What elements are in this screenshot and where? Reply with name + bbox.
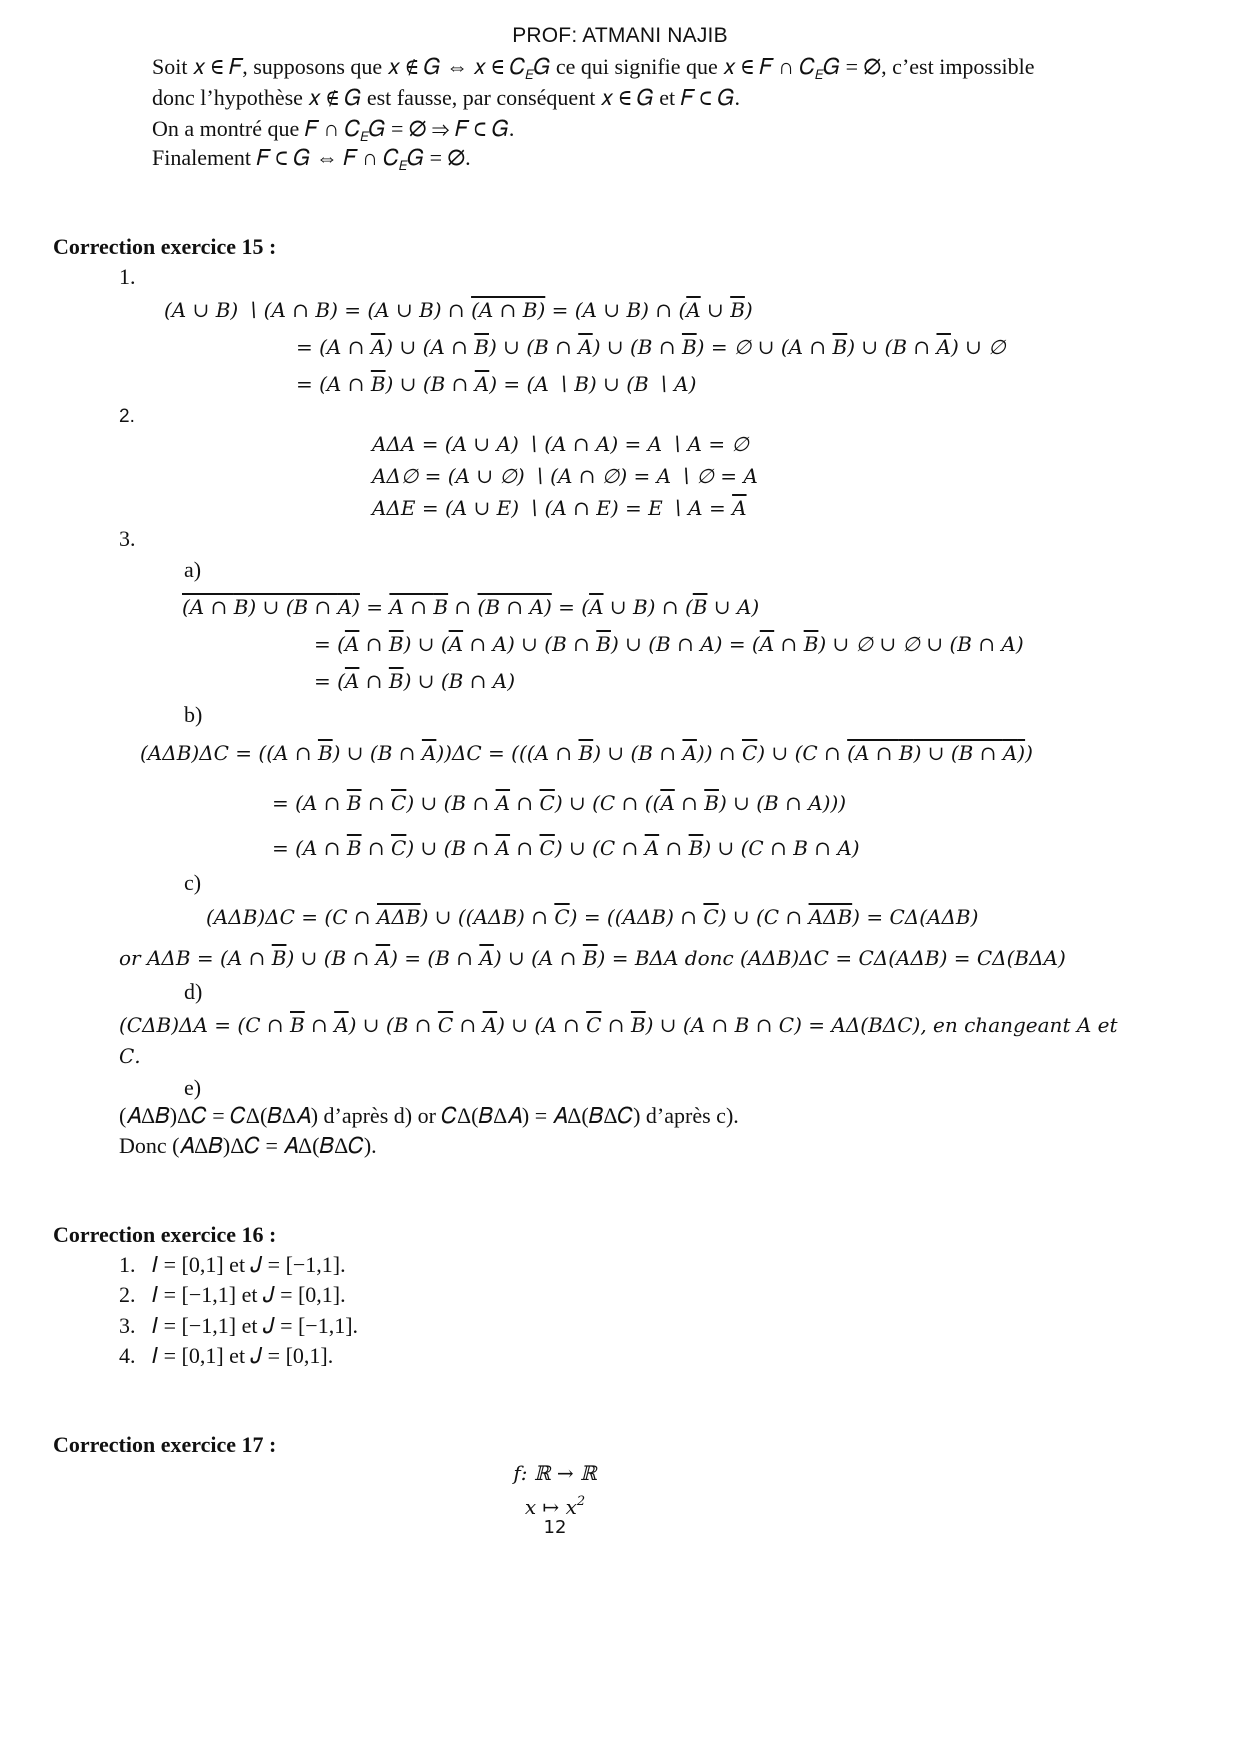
ex16-item-text: 𝐼 = [−1,1] et 𝐽 = [−1,1].	[152, 1313, 359, 1338]
ex15-q3a-eq-1: (𝐴 ∩ 𝐵) ∪ (𝐵 ∩ 𝐴) = 𝐴 ∩ 𝐵 ∩ (𝐵 ∩ 𝐴) = (𝐴 ∪ 𝐵) ∩ (𝐵 ∪ 𝐴)	[182, 595, 760, 619]
overline-complement: 𝐵	[370, 372, 386, 396]
overline-complement: 𝐵	[271, 946, 287, 970]
ex16-item-number: 2.	[119, 1282, 136, 1307]
ex16-item-number: 1.	[119, 1252, 136, 1277]
overline-complement: 𝐴	[759, 632, 775, 656]
overline-complement: 𝐴	[529, 595, 544, 619]
subscript: 𝐸	[525, 67, 534, 82]
overline-complement: 𝐵	[704, 791, 719, 815]
ex15-q3b-label: b)	[184, 702, 203, 727]
ex15-q3e-line-2: Donc (𝐴Δ𝐵)Δ𝐶 = 𝐴Δ(𝐵Δ𝐶).	[119, 1133, 377, 1158]
intro-line-4: Finalement 𝐹 ⊂ 𝐺 ⇔ 𝐹 ∩ 𝐶$_𝐸$𝐺 = ∅.	[152, 145, 471, 173]
ex15-q3c-label: c)	[184, 870, 202, 895]
ex15-q3a-label: a)	[184, 557, 202, 582]
ex17-function-mapping: 𝑥 ↦ 𝑥$^2$	[524, 1494, 586, 1519]
intro-line-2: donc l’hypothèse 𝑥 ∉ 𝐺 est fausse, par conséquent 𝑥 ∈ 𝐺 et 𝐹 ⊂ 𝐺.	[152, 85, 740, 110]
ex16-item-text: 𝐼 = [0,1] et 𝐽 = [−1,1].	[152, 1252, 346, 1277]
overline-complement: 𝐴	[732, 496, 747, 520]
ex15-q3e-line-1: (𝐴Δ𝐵)Δ𝐶 = 𝐶Δ(𝐵Δ𝐴) d’après d) or 𝐶Δ(𝐵Δ𝐴) = 𝐴Δ(𝐵Δ𝐶) d’après c).	[119, 1103, 739, 1128]
overline-complement: 𝐶	[391, 836, 407, 860]
subscript: 𝐸	[360, 129, 369, 144]
ex15-q3b-eq-1: (𝐴Δ𝐵)Δ𝐶 = ((𝐴 ∩ 𝐵) ∪ (𝐵 ∩ 𝐴))Δ𝐶 = (((𝐴 ∩ 𝐵) ∪ (𝐵 ∩ 𝐴)) ∩ 𝐶) ∪ (𝐶 ∩ (𝐴 ∩ 𝐵) ∪ (𝐵 ∩ 𝐴))	[140, 741, 1033, 765]
overline-complement: 𝐴Δ𝐵	[377, 905, 421, 929]
ex15-q2-label: 2.	[119, 406, 135, 427]
ex15-q3b-eq-2: = (𝐴 ∩ 𝐵 ∩ 𝐶) ∪ (𝐵 ∩ 𝐴 ∩ 𝐶) ∪ (𝐶 ∩ ((𝐴 ∩ 𝐵) ∪ (𝐵 ∩ 𝐴)))	[272, 791, 847, 815]
overline-complement: 𝐵	[803, 632, 819, 656]
intro-line-1: Soit 𝑥 ∈ 𝐹, supposons que 𝑥 ∉ 𝐺 ⇔ 𝑥 ∈ 𝐶$_𝐸$𝐺 ce qui signifie que 𝑥 ∈ 𝐹 ∩ 𝐶$_𝐸$𝐺 = ∅, c’est impossible	[152, 54, 1035, 82]
overline-complement: 𝐴	[495, 836, 511, 860]
overline-complement: 𝐵	[290, 1013, 305, 1037]
overline-complement: 𝐵	[346, 791, 362, 815]
page-header-author: PROF: ATMANI NAJIB	[512, 24, 728, 47]
subscript: 𝐸	[399, 158, 408, 173]
subscript: 𝐸	[815, 67, 824, 82]
overline-complement: 𝐴	[482, 1013, 498, 1037]
overline-complement: (𝐵 ∩ 𝐴)	[477, 595, 552, 619]
overline-complement: 𝐵	[317, 741, 333, 765]
ex16-item-number: 3.	[119, 1313, 136, 1338]
ex15-q3e-label: e)	[184, 1075, 202, 1100]
overline-complement: 𝐵	[578, 741, 594, 765]
overline-complement: 𝐶	[539, 836, 555, 860]
overline-complement: 𝐴	[578, 335, 593, 359]
ex16-item-1	[119, 1250, 346, 1280]
ex17-function-signature: 𝑓: ℝ → ℝ	[513, 1461, 597, 1485]
ex16-item-text: 𝐼 = [−1,1] et 𝐽 = [0,1].	[152, 1282, 346, 1307]
overline-complement: 𝐴	[344, 632, 360, 656]
ex15-q1-eq-1: (𝐴 ∪ 𝐵) ∖ (𝐴 ∩ 𝐵) = (𝐴 ∪ 𝐵) ∩ (𝐴 ∩ 𝐵) = (𝐴 ∪ 𝐵) ∩ (𝐴 ∪ 𝐵)	[164, 298, 753, 322]
overline-complement: 𝐵	[898, 741, 914, 765]
overline-complement: 𝐴	[421, 741, 437, 765]
ex15-q3-label: 3.	[119, 526, 136, 551]
ex15-q1-eq-2: = (𝐴 ∩ 𝐴) ∪ (𝐴 ∩ 𝐵) ∪ (𝐵 ∩ 𝐴) ∪ (𝐵 ∩ 𝐵) = ∅ ∪ (𝐴 ∩ 𝐵) ∪ (𝐵 ∩ 𝐴) ∪ ∅	[296, 335, 1006, 359]
superscript: 2	[576, 1494, 586, 1509]
ex15-q3d-eq-1: (𝐶Δ𝐵)Δ𝐴 = (𝐶 ∩ 𝐵 ∩ 𝐴) ∪ (𝐵 ∩ 𝐶 ∩ 𝐴) ∪ (𝐴 ∩ 𝐶 ∩ 𝐵) ∪ (𝐴 ∩ 𝐵 ∩ 𝐶) = 𝐴Δ(𝐵Δ𝐶), en changeant 𝐴 et	[119, 1013, 1118, 1037]
ex16-item-number: 4.	[119, 1343, 136, 1368]
overline-complement: 𝐵	[582, 946, 598, 970]
ex16-item-text: 𝐼 = [0,1] et 𝐽 = [0,1].	[152, 1343, 334, 1368]
overline-complement: 𝐶	[539, 791, 555, 815]
overline-complement: 𝐵	[692, 595, 708, 619]
ex15-q1-eq-3: = (𝐴 ∩ 𝐵) ∪ (𝐵 ∩ 𝐴) = (𝐴 ∖ 𝐵) ∪ (𝐵 ∖ 𝐴)	[296, 372, 697, 396]
overline-complement: 𝐴	[375, 946, 391, 970]
overline-complement: (𝐴 ∩ 𝐵) ∪ (𝐵 ∩ 𝐴)	[847, 741, 1026, 765]
ex15-q3c-eq-2: or 𝐴Δ𝐵 = (𝐴 ∩ 𝐵) ∪ (𝐵 ∩ 𝐴) = (𝐵 ∩ 𝐴) ∪ (𝐴 ∩ 𝐵) = 𝐵Δ𝐴 donc (𝐴Δ𝐵)ΔC = 𝐶Δ(𝐴Δ𝐵) = 𝐶Δ(𝐵Δ𝐴)	[119, 946, 1066, 970]
overline-complement: 𝐶	[586, 1013, 602, 1037]
ex15-q3c-eq-1: (𝐴Δ𝐵)ΔC = (𝐶 ∩ 𝐴Δ𝐵) ∪ ((𝐴Δ𝐵) ∩ 𝐶) = ((𝐴Δ𝐵) ∩ 𝐶) ∪ (𝐶 ∩ 𝐴Δ𝐵) = 𝐶Δ(𝐴Δ𝐵)	[206, 905, 979, 929]
heading-exercise-17: Correction exercice 17 :	[53, 1432, 277, 1457]
overline-complement: 𝐴	[344, 669, 360, 693]
ex15-q3a-eq-3: = (𝐴 ∩ 𝐵) ∪ (𝐵 ∩ 𝐴)	[314, 669, 516, 693]
overline-complement: 𝐴	[448, 632, 464, 656]
overline-complement: 𝐶	[554, 905, 570, 929]
ex15-q3b-eq-3: = (𝐴 ∩ 𝐵 ∩ 𝐶) ∪ (𝐵 ∩ 𝐴 ∩ 𝐶) ∪ (𝐶 ∩ 𝐴 ∩ 𝐵) ∪ (𝐶 ∩ 𝐵 ∩ 𝐴)	[272, 836, 860, 860]
overline-complement: 𝐴	[589, 595, 604, 619]
overline-complement: 𝐴	[370, 335, 386, 359]
overline-complement: 𝐵	[346, 836, 362, 860]
ex16-item-2	[119, 1280, 346, 1310]
overline-complement: 𝐵	[681, 335, 697, 359]
overline-complement: 𝐶	[741, 741, 758, 765]
heading-exercise-15: Correction exercice 15 :	[53, 234, 277, 259]
overline-complement: 𝐴	[474, 372, 490, 396]
ex15-q3d-label: d)	[184, 979, 203, 1004]
overline-complement: 𝐵	[596, 632, 611, 656]
overline-complement: 𝐴	[644, 836, 660, 860]
ex15-q2-eq-2: 𝐴Δ∅ = (𝐴 ∪ ∅) ∖ (𝐴 ∩ ∅) = 𝐴 ∖ ∅ = 𝐴	[372, 464, 758, 488]
overline-complement: 𝐵	[688, 836, 704, 860]
overline-complement: 𝐶	[703, 905, 719, 929]
overline-complement: 𝐴	[686, 298, 701, 322]
overline-complement: 𝐵	[233, 595, 249, 619]
overline-complement: 𝐴	[495, 791, 511, 815]
heading-exercise-16: Correction exercice 16 :	[53, 1222, 277, 1247]
overline-complement: (𝐴 ∩ 𝐵)	[471, 298, 546, 322]
overline-complement: 𝐶	[391, 791, 407, 815]
overline-complement: 𝐴	[337, 595, 353, 619]
ex15-q2-eq-1: 𝐴Δ𝐴 = (𝐴 ∪ 𝐴) ∖ (𝐴 ∩ 𝐴) = 𝐴 ∖ 𝐴 = ∅	[372, 432, 749, 456]
ex15-q1-label: 1.	[119, 264, 136, 289]
overline-complement: 𝐴	[936, 335, 951, 359]
overline-complement: 𝐴 ∩ 𝐵	[389, 595, 449, 619]
overline-complement: 𝐴	[479, 946, 494, 970]
ex16-item-3	[119, 1311, 358, 1341]
overline-complement: 𝐵	[832, 335, 848, 359]
ex15-q2-eq-3: 𝐴Δ𝐸 = (𝐴 ∪ 𝐸) ∖ (𝐴 ∩ 𝐸) = 𝐸 ∖ 𝐴 = 𝐴	[372, 496, 747, 520]
ex16-item-4	[119, 1341, 333, 1371]
page-number: 12	[543, 1517, 567, 1538]
overline-complement: 𝐵	[474, 335, 489, 359]
overline-complement: 𝐴	[1002, 741, 1018, 765]
overline-complement: 𝐴	[334, 1013, 349, 1037]
overline-complement: 𝐵	[433, 595, 449, 619]
overline-complement: 𝐴	[660, 791, 675, 815]
overline-complement: 𝐵	[388, 669, 404, 693]
overline-complement: 𝐴Δ𝐵	[808, 905, 853, 929]
overline-complement: 𝐵	[730, 298, 745, 322]
overline-complement: 𝐶	[437, 1013, 454, 1037]
overline-complement: 𝐵	[388, 632, 404, 656]
overline-complement: 𝐵	[630, 1013, 646, 1037]
overline-complement: 𝐴	[682, 741, 697, 765]
ex15-q3a-eq-2: = (𝐴 ∩ 𝐵) ∪ (𝐴 ∩ 𝐴) ∪ (𝐵 ∩ 𝐵) ∪ (𝐵 ∩ 𝐴) = (𝐴 ∩ 𝐵) ∪ ∅ ∪ ∅ ∪ (𝐵 ∩ 𝐴)	[314, 632, 1024, 656]
ex15-q3d-eq-2: 𝐶.	[119, 1044, 141, 1068]
intro-line-3: On a montré que 𝐹 ∩ 𝐶$_𝐸$𝐺 = ∅ ⇒ 𝐹 ⊂ 𝐺.	[152, 116, 515, 144]
overline-complement: (𝐴 ∩ 𝐵) ∪ (𝐵 ∩ 𝐴)	[182, 595, 360, 619]
